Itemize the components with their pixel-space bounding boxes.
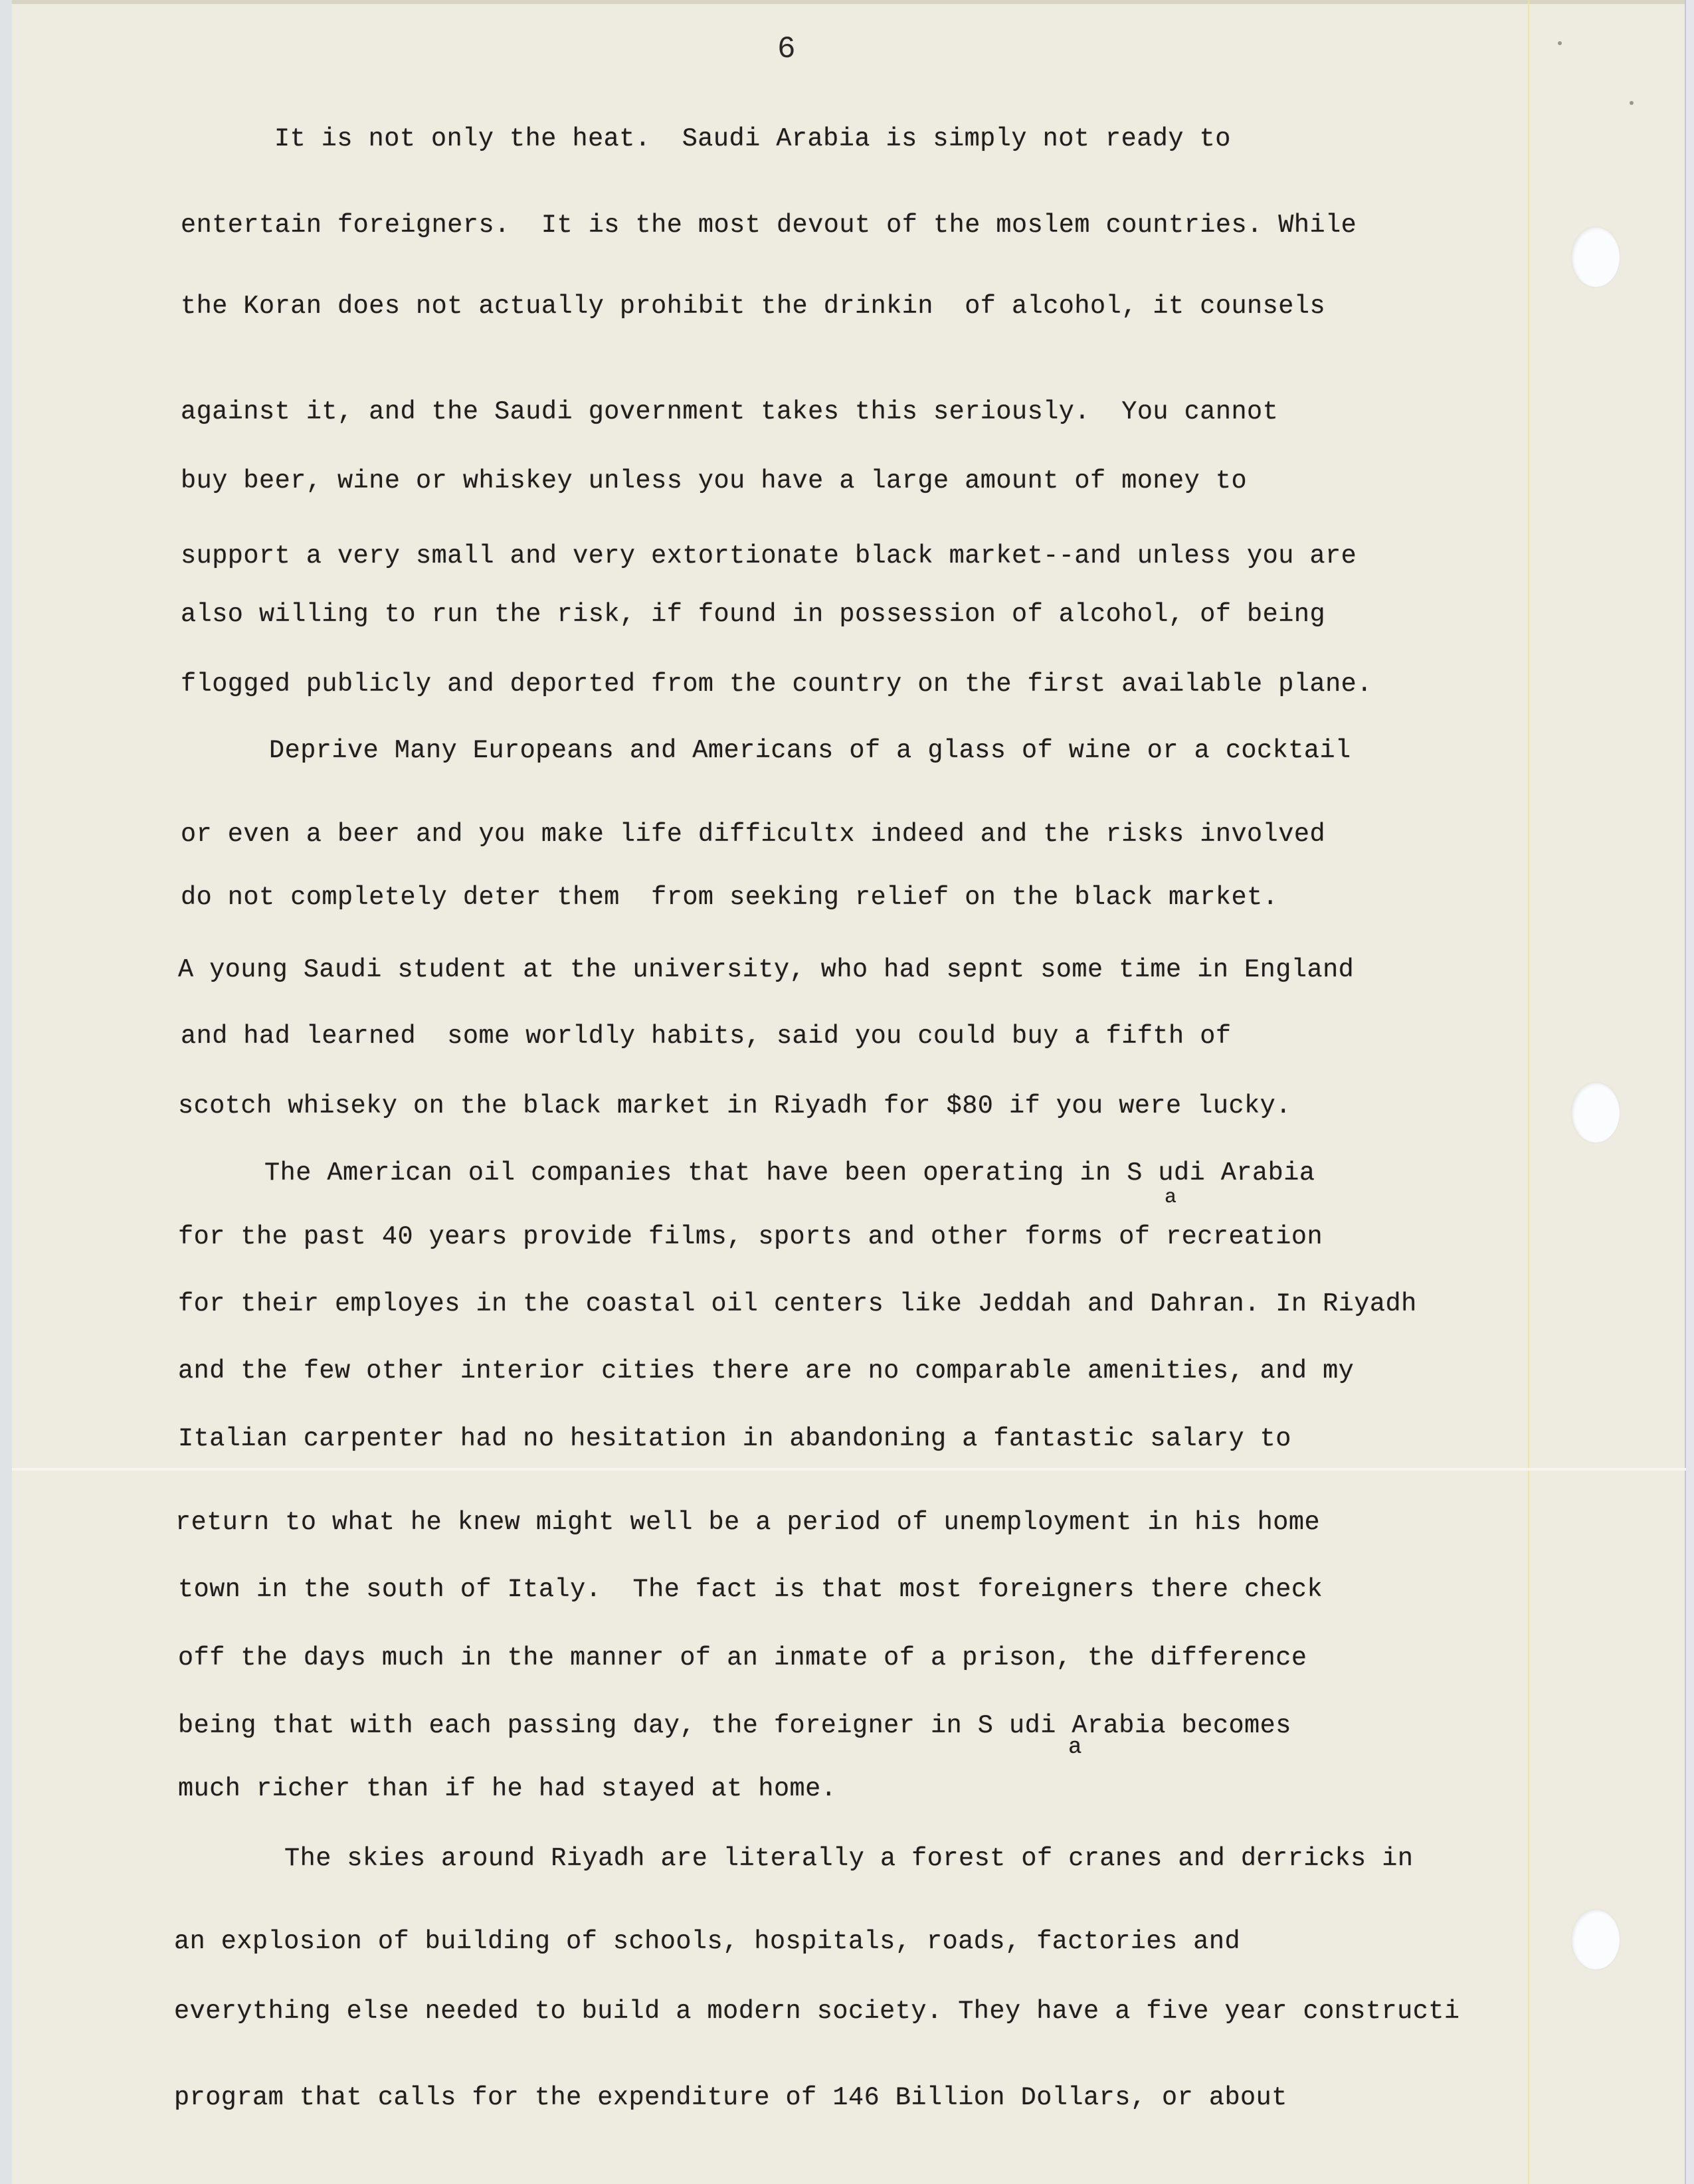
paper-speck (1630, 101, 1634, 105)
text-line: for their employes in the coastal oil centers like Jeddah and Dahran. In Riyadh (178, 1289, 1417, 1319)
text-line: support a very small and very extortionate black market--and unless you are (181, 541, 1357, 571)
text-line: and the few other interior cities there are no comparable amenities, and my (178, 1356, 1355, 1386)
text-line: program that calls for the expenditure of 146 Billion Dollars, or about (174, 2083, 1287, 2112)
text-line: for the past 40 years provide films, sports and other forms of recreation (178, 1222, 1323, 1251)
text-line: or even a beer and you make life difficultx indeed and the risks involved (181, 820, 1326, 849)
paper-top-edge (0, 0, 1694, 4)
text-line: do not completely deter them from seeking relief on the black market. (181, 883, 1279, 912)
text-line: The skies around Riyadh are literally a forest of cranes and derricks in (284, 1844, 1414, 1873)
text-line: scotch whiseky on the black market in Riyadh for $80 if you were lucky. (178, 1091, 1291, 1121)
scan-right-edge (1685, 0, 1694, 2184)
paper-fold-crease (12, 1468, 1686, 1471)
text-line: return to what he knew might well be a period of unemployment in his home (175, 1508, 1321, 1537)
text-line: the Koran does not actually prohibit the drinkin of alcohol, it counsels (181, 292, 1326, 321)
text-line: entertain foreigners. It is the most devout of the moslem countries. While (181, 211, 1357, 240)
punch-hole-middle (1572, 1083, 1620, 1142)
page-number: 6 (777, 32, 796, 66)
text-line: and had learned some worldly habits, said you could buy a fifth of (181, 1022, 1232, 1051)
text-line: against it, and the Saudi government takes this seriously. You cannot (181, 397, 1279, 426)
text-line: being that with each passing day, the foreigner in S udi Arabia becomes (178, 1711, 1291, 1740)
margin-guide-line (1528, 0, 1529, 2184)
paper-speck (1558, 41, 1562, 45)
text-line: A young Saudi student at the university, who had sepnt some time in England (178, 955, 1355, 984)
text-line: It is not only the heat. Saudi Arabia is simply not ready to (274, 124, 1231, 153)
text-line: The American oil companies that have been operating in S udi Arabia (264, 1158, 1315, 1188)
text-line: much richer than if he had stayed at home. (178, 1774, 837, 1803)
punch-hole-top (1572, 227, 1620, 287)
text-line: Deprive Many Europeans and Americans of a glass of wine or a cocktail (269, 736, 1351, 765)
text-line: Italian carpenter had no hesitation in abandoning a fantastic salary to (178, 1424, 1291, 1453)
text-line: off the days much in the manner of an inmate of a prison, the difference (178, 1643, 1307, 1673)
text-line: everything else needed to build a modern society. They have a five year constructi (174, 1997, 1460, 2026)
text-line: buy beer, wine or whiskey unless you have a large amount of money to (181, 466, 1248, 496)
scan-left-edge (0, 0, 12, 2184)
text-line: town in the south of Italy. The fact is that most foreigners there check (178, 1575, 1323, 1604)
text-line: flogged publicly and deported from the country on the first available plane. (181, 670, 1372, 699)
text-line: also willing to run the risk, if found in possession of alcohol, of being (181, 600, 1326, 629)
handwritten-insertion: a (1165, 1186, 1177, 1209)
text-line: an explosion of building of schools, hospitals, roads, factories and (174, 1927, 1241, 1956)
handwritten-insertion: a (1068, 1735, 1082, 1760)
punch-hole-bottom (1572, 1910, 1620, 1969)
